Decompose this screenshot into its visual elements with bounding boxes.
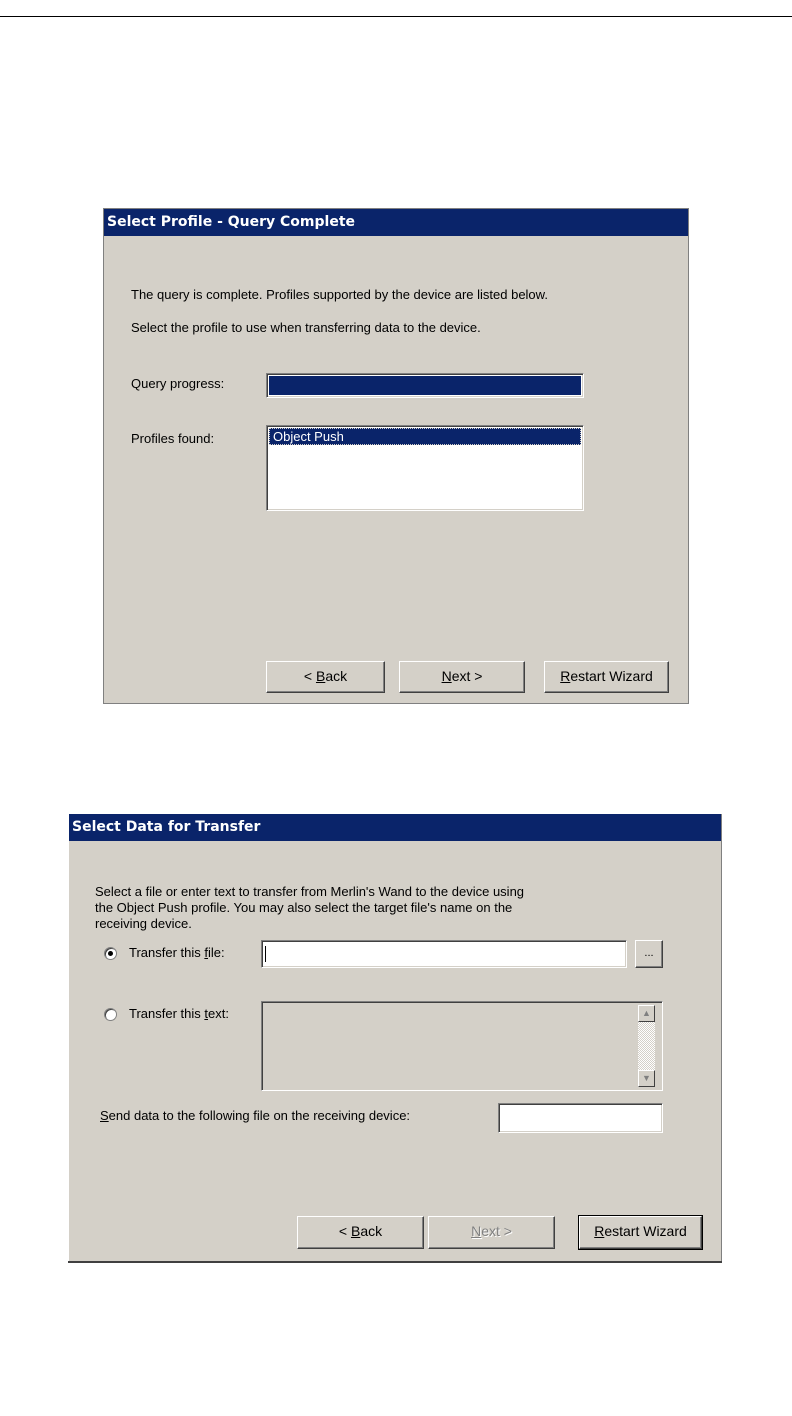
back-button[interactable]	[297, 1216, 424, 1249]
transfer-file-label	[129, 945, 225, 960]
send-filename-label	[100, 1108, 410, 1123]
restart-wizard-button[interactable]	[544, 661, 669, 693]
transfer-text-label-suffix: ext:	[208, 1006, 229, 1021]
select-profile-instructions: Select the profile to use when transferring data to the device.	[131, 320, 481, 335]
transfer-text-label	[129, 1006, 229, 1021]
profiles-found-label: Profiles found:	[131, 431, 215, 446]
restart-button-accel: R	[560, 668, 571, 684]
text-area-scrollbar[interactable]	[638, 1005, 655, 1087]
send-filename-input[interactable]	[498, 1103, 663, 1133]
restart-button-accel: R	[594, 1223, 605, 1239]
select-profile-dialog	[103, 208, 689, 704]
next-button[interactable]	[399, 661, 525, 693]
scroll-up-arrow-icon[interactable]: ▲	[638, 1005, 655, 1022]
transfer-text-label-prefix: Transfer this	[129, 1006, 205, 1021]
back-button-prefix: <	[338, 1223, 351, 1239]
profile-item-object-push[interactable]: Object Push	[269, 428, 581, 445]
query-progress-label: Query progress:	[131, 376, 225, 391]
transfer-text-area[interactable]	[261, 1001, 663, 1091]
back-button-accel: B	[350, 1223, 361, 1239]
transfer-file-label-suffix: ile:	[208, 945, 225, 960]
transfer-file-radio[interactable]	[104, 947, 117, 960]
restart-button-label: estart Wizard	[604, 1223, 687, 1239]
back-button-accel: B	[315, 668, 326, 684]
next-button-accel: N	[471, 1223, 482, 1239]
dialog-title: Select Data for Transfer	[69, 814, 721, 841]
text-caret	[265, 946, 266, 962]
transfer-file-input[interactable]	[261, 940, 627, 968]
next-button-label: ext >	[481, 1223, 512, 1239]
back-button-prefix: <	[303, 668, 316, 684]
next-button-accel: N	[441, 668, 452, 684]
dialog-title: Select Profile - Query Complete	[104, 209, 688, 236]
transfer-description-line1: Select a file or enter text to transfer from Merlin's Wand to the device using	[95, 884, 525, 899]
scrollbar-track[interactable]	[638, 1022, 655, 1070]
next-button[interactable]	[428, 1216, 555, 1249]
back-button-label: ack	[325, 668, 348, 684]
browse-file-button[interactable]: ...	[635, 940, 663, 968]
send-label-accel: S	[100, 1108, 109, 1123]
back-button-label: ack	[360, 1223, 383, 1239]
query-complete-text: The query is complete. Profiles supported by the device are listed below.	[131, 287, 548, 302]
page-header-rule	[0, 16, 792, 17]
next-button-label: ext >	[451, 668, 483, 684]
back-button[interactable]	[266, 661, 385, 693]
scroll-down-arrow-icon[interactable]: ▼	[638, 1070, 655, 1087]
restart-wizard-button[interactable]	[579, 1216, 702, 1249]
transfer-description-line3: receiving device.	[95, 916, 192, 931]
select-data-dialog	[68, 814, 722, 1262]
dialog-bottom-edge	[68, 1261, 722, 1263]
transfer-file-label-prefix: Transfer this	[129, 945, 205, 960]
send-label-text: end data to the following file on the receiving device:	[108, 1108, 411, 1123]
transfer-text-radio[interactable]	[104, 1008, 117, 1021]
transfer-text-accel: t	[204, 1006, 208, 1021]
query-progress-fill	[269, 376, 581, 395]
profiles-list[interactable]	[266, 425, 584, 511]
transfer-file-accel: f	[204, 945, 208, 960]
query-progress-bar	[266, 373, 584, 398]
transfer-description-line2: the Object Push profile. You may also select the target file's name on the	[95, 900, 513, 915]
restart-button-label: estart Wizard	[570, 668, 653, 684]
radio-selected-dot	[108, 951, 113, 956]
